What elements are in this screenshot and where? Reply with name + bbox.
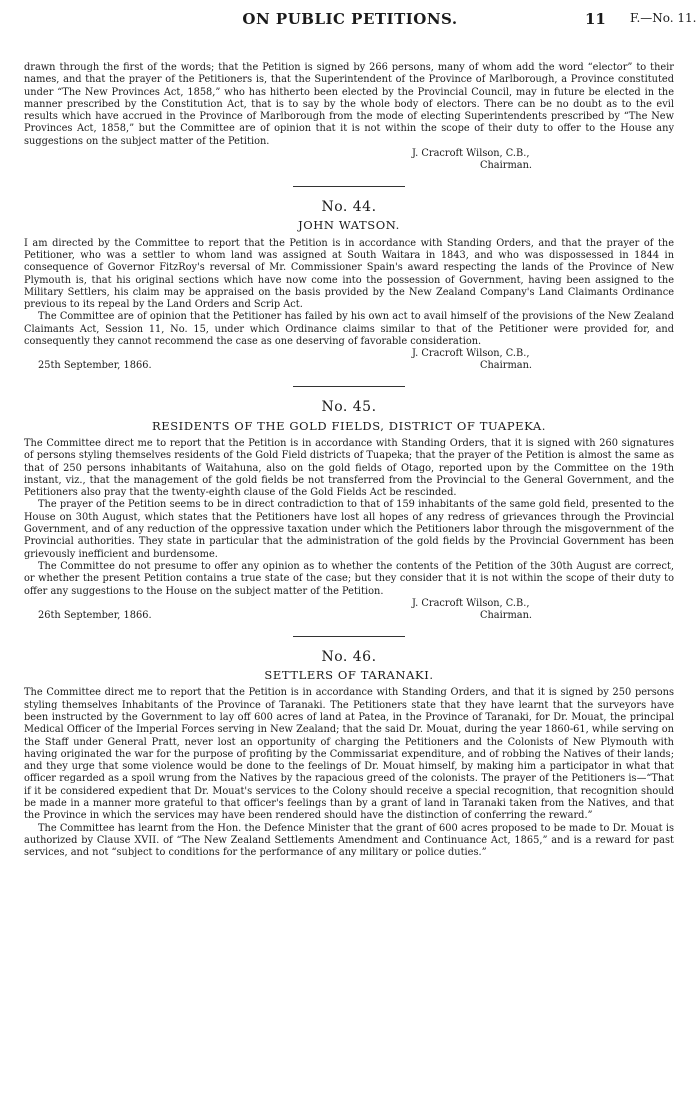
- petition-subject: SETTLERS OF TARANAKI.: [264, 668, 434, 683]
- report-paragraph: The Committee direct me to report that the Petition is in accordance with Standing Orders, that it is signed with 260 signatures of persons styling themselves residents of the Gold Field districts of Tuapeka; that the prayer of the Petition is almost the same as that of 250 persons inhabitants of Waitahuna, also on the gold fields of Otago, reported upon by the Committee on the 19th instant, viz., that the management of the gold fields be not transferred from the Provincial to the General Government, and the Petitioners also pray that the twenty-eighth clause of the Gold Fields Act be rescinded.: [24, 437, 674, 499]
- signature: J. Cracroft Wilson, C.B.,: [412, 148, 530, 160]
- petition-number: No. 46.: [321, 648, 377, 665]
- signature: J. Cracroft Wilson, C.B.,: [412, 597, 530, 609]
- petition-subject: JOHN WATSON.: [298, 218, 400, 233]
- petition-section-45: [24, 401, 674, 623]
- petition-subject: RESIDENTS OF THE GOLD FIELDS, DISTRICT OF TUAPEKA.: [151, 418, 547, 433]
- document-body: [24, 62, 674, 860]
- intro-paragraph: drawn through the first of the words; that the Petition is signed by 266 persons, many of whom add the word “elector” to their names, and that the prayer of the Petitioners is, that the Superintendent of the Province of Marlborough, a Province constituted under “The New Provinces Act, 1858,” who has hitherto been elected by the Provincial Council, may in future be elected in the manner prescribed by the Constitution Act, that is to say by the whole body of electors. There can be no doubt as to the evil results which have accrued in the Province of Marlborough from the mode of electing Superintendents prescribed by “The New Provinces Act, 1858,” but the Committee are of opinion that it is not within the scope of their duty to offer to the House any suggestions on the subject matter of the Petition.: [24, 62, 674, 147]
- petition-section-46: [24, 648, 674, 860]
- report-paragraph: The Committee are of opinion that the Petitioner has failed by his own act to avail himself of the provisions of the New Zealand Claimants Act, Session 11, No. 15, under which Ordinance claims similar to that of the Petitioner were provided for, and consequently they cannot recommend the case as one deserving of favorable consideration.: [24, 311, 674, 348]
- petition-section-44: [24, 201, 674, 374]
- intro-signature-block: [24, 148, 674, 174]
- chairman-label: Chairman.: [480, 160, 533, 172]
- petition-number: No. 45.: [321, 399, 377, 416]
- report-date: 25th September, 1866.: [38, 360, 152, 372]
- section-divider: [293, 636, 405, 637]
- section-divider: [293, 386, 405, 387]
- report-date: 26th September, 1866.: [38, 609, 152, 621]
- report-paragraph: The Committee do not presume to offer any opinion as to whether the contents of the Petition of the 30th August are correct, or whether the present Petition contains a true state of the case; but they consider that it is not within the scope of their duty to offer any suggestions to the House on the subject matter of the Petition.: [24, 560, 674, 597]
- header-title: ON PUBLIC PETITIONS.: [242, 10, 458, 28]
- signature-block: [24, 348, 674, 374]
- report-paragraph: I am directed by the Committee to report that the Petition is in accordance with Standing Orders, and that the prayer of the Petitioner, who was a settler to whom land was assigned at South Waitara in 1843, and who was dispossessed in 1844 in consequence of Governor FitzRoy's reversal of Mr. Commissioner Spain's award respecting the lands of the Province of New Plymouth is, that his original sections which have now come into the possession of Government, having been assigned to the Military Settlers, his claim may be appraised on the basis provided by the New Zealand Company's Land Claimants Ordinance previous to its repeal by the Land Orders and Scrip Act.: [24, 237, 674, 311]
- signature-block: [24, 598, 674, 624]
- report-paragraph: The Committee has learnt from the Hon. the Defence Minister that the grant of 600 acres proposed to be made to Dr. Mouat is authorized by Clause XVII. of “The New Zealand Settlements Amendment and Continuance Act, 1865,” and is a reward for past services, and not “subject to conditions for the performance of any military or police duties.”: [24, 822, 674, 859]
- section-divider: [293, 186, 405, 187]
- report-paragraph: The Committee direct me to report that the Petition is in accordance with Standing Orders, and that it is signed by 250 persons styling themselves Inhabitants of the Province of Taranaki. The Petitioners state that they have learnt that the surveyors have been instructed by the Government to lay off 600 acres of land at Patea, in the Province of Taranaki, for Dr. Mouat, the principal Medical Officer of the Imperial Forces serving in New Zealand; that the said Dr. Mouat, during the year 1860-61, while serving on the Staff under General Pratt, never lost an opportunity of charging the Petitioners and the Colonists of New Plymouth with having originated the war for the purpose of profiting by the Commissariat expenditure, and of robbing the Natives of their lands; and they urge that some violence would be done to the feelings of Dr. Mouat himself, by making him a participator in what that officer regarded as a spoil wrung from the Natives by the rapacious greed of the colonists. The prayer of the Petitioners is—“That if it be considered expedient that Dr. Mouat's services to the Colony should receive a special recognition, that recognition should be made in a manner more grateful to that officer's feelings than by a grant of land in Taranaki taken from the Natives, and that the Province in which the services may have been rendered should have the distinction of conferring the reward.”: [24, 687, 674, 822]
- running-header: [0, 10, 700, 34]
- petition-number: No. 44.: [321, 199, 377, 216]
- report-paragraph: The prayer of the Petition seems to be in direct contradiction to that of 159 inhabitants of the same gold field, presented to the House on 30th August, which states that the Petitioners have lost all hopes of any redress of grievances through the Provincial Government, and of any reduction of the oppressive taxation under which the Petitioners labor through the misgovernment of the Provincial authorities. They state in particular that the administration of the gold fields by the Provincial Government has been grievously inefficient and burdensome.: [24, 499, 674, 560]
- chairman-label: Chairman.: [480, 609, 533, 621]
- page-number: 11: [585, 10, 606, 28]
- chairman-label: Chairman.: [480, 360, 533, 372]
- document-reference: F.—No. 11.: [630, 11, 697, 25]
- signature: J. Cracroft Wilson, C.B.,: [412, 348, 530, 360]
